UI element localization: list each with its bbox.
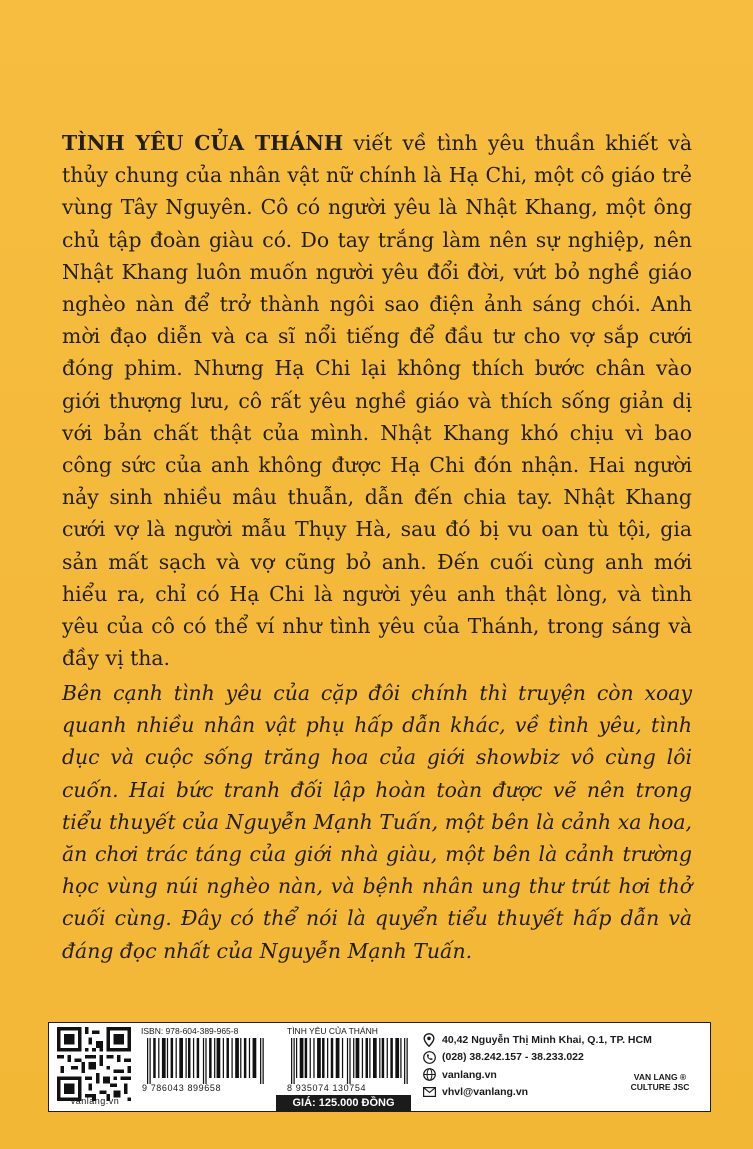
isbn-barcode-number: 9 786043 899658: [142, 1083, 222, 1093]
synopsis-text: viết về tình yêu thuần khiết và thủy chung của nhân vật nữ chính là Hạ Chi, một cô giáo trẻ vùng Tây Nguyên. Cô có người yêu là Nhật Khang, một ông chủ tập đoàn giàu có. Do tay trắng làm nên sự nghiệp, nên Nhật Khang luôn muốn người yêu đổi đời, vứt bỏ nghề giáo nghèo nàn để trở thành ngôi sao điện ảnh sáng chói. Anh mời đạo diễn và ca sĩ nổi tiếng để đầu tư cho vợ sắp cưới đóng phim. Nhưng Hạ Chi lại không thích bước chân vào giới thượng lưu, cô rất yêu nghề giáo và thích sống giản dị với bản chất thật của mình. Nhật Khang khó chịu vì bao công sức của anh không được Hạ Chi đón nhận. Hai người nảy sinh nhiều mâu thuẫn, dẫn đến chia tay. Nhật Khang cưới vợ là người mẫu Thụy Hà, sau đó bị vu oan tù tội, gia sản mất sạch và vợ cũng bỏ anh. Đến cuối cùng anh mới hiểu ra, chỉ có Hạ Chi là người yêu anh thật lòng, và tình yêu của cô có thể ví như tình yêu của Thánh, trong sáng và đầy vị tha.: [62, 131, 692, 671]
email-text[interactable]: vhvl@vanlang.vn: [442, 1086, 529, 1099]
isbn-label: ISBN: 978-604-389-965-8: [141, 1026, 239, 1036]
isbn-barcode: [147, 1038, 265, 1084]
product-barcode-number: 8 935074 130754: [287, 1083, 367, 1093]
address-text: 40,42 Nguyễn Thị Minh Khai, Q.1, TP. HCM: [442, 1033, 652, 1046]
location-pin-icon: [422, 1033, 436, 1047]
qr-caption: vanlang.vn: [70, 1096, 120, 1106]
publisher-logo: [614, 1072, 706, 1092]
phone-icon: [422, 1050, 436, 1064]
price-label: GIÁ: 125.000 ĐỒNG: [276, 1095, 411, 1111]
publisher-subtitle: CULTURE JSC: [630, 1082, 690, 1092]
website-text[interactable]: vanlang.vn: [442, 1068, 497, 1081]
qr-code: [57, 1027, 131, 1101]
globe-icon: [422, 1068, 436, 1082]
synopsis-title: TÌNH YÊU CỦA THÁNH: [62, 131, 344, 155]
phone-text: (028) 38.242.157 - 38.233.022: [442, 1051, 584, 1064]
product-barcode: [291, 1038, 409, 1084]
publishing-info-box: [48, 1022, 711, 1112]
phone-row: [422, 1049, 707, 1067]
barcode-title-label: TÌNH YÊU CỦA THÁNH: [287, 1026, 378, 1036]
mail-icon: [422, 1085, 436, 1099]
address-row: [422, 1031, 707, 1049]
secondary-paragraph: Bên cạnh tình yêu của cặp đôi chính thì truyện còn xoay quanh nhiều nhân vật phụ hấp dẫn khác, về tình yêu, tình dục và cuộc sống trăng hoa của giới showbiz vô cùng lôi cuốn. Hai bức tranh đối lập hoàn toàn được vẽ nên trong tiểu thuyết của Nguyễn Mạnh Tuấn, một bên là cảnh xa hoa, ăn chơi trác táng của giới nhà giàu, một bên là cảnh trường học vùng núi nghèo nàn, và bệnh nhân ung thư trút hơi thở cuối cùng. Đây có thể nói là quyển tiểu thuyết hấp dẫn và đáng đọc nhất của Nguyễn Mạnh Tuấn.: [62, 681, 692, 963]
synopsis-paragraph: [62, 127, 692, 674]
publisher-name: VAN LANG ®: [633, 1072, 687, 1082]
